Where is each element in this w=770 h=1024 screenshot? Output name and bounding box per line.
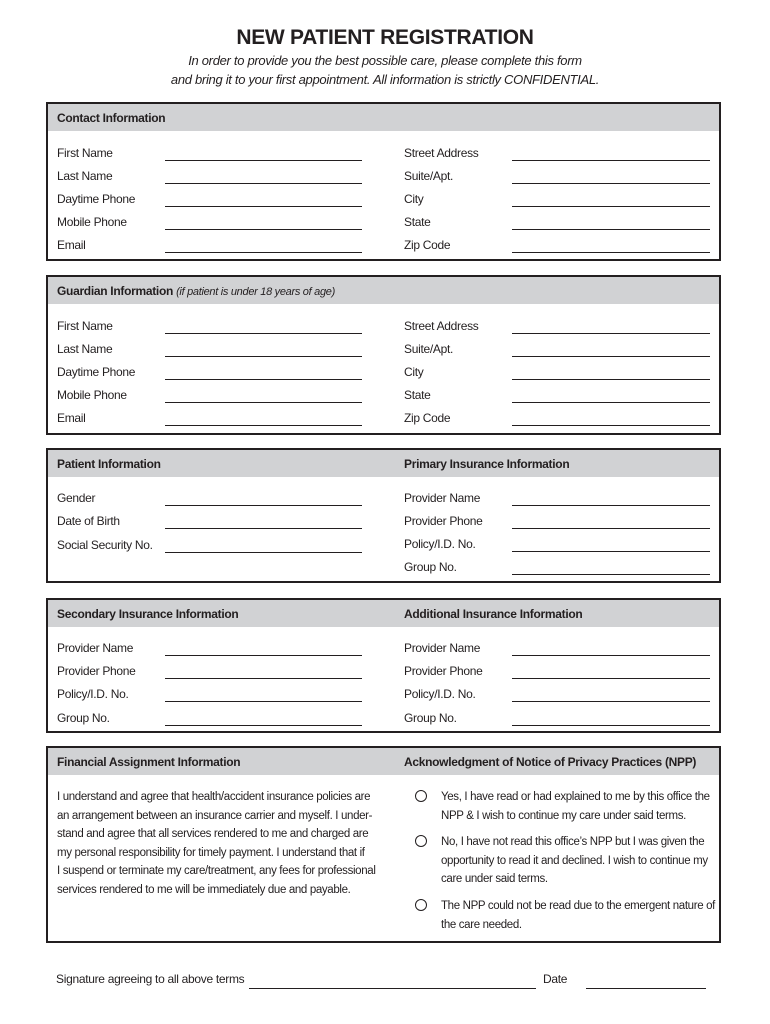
guardian-state-input-line[interactable] <box>512 402 710 403</box>
field-label: State <box>404 388 431 402</box>
page-title: NEW PATIENT REGISTRATION <box>236 26 534 49</box>
npp-no-radio[interactable] <box>415 835 427 847</box>
field-label: Last Name <box>57 342 113 356</box>
primary-group-no-input-line[interactable] <box>512 574 710 575</box>
guardian-heading-wrap <box>57 284 335 298</box>
npp-yes-radio[interactable] <box>415 790 427 802</box>
field-label: Daytime Phone <box>57 365 136 379</box>
field-label: First Name <box>57 319 113 333</box>
gender-input-line[interactable] <box>165 505 362 506</box>
email-input-line[interactable] <box>165 252 362 253</box>
field-label: Group No. <box>404 560 457 574</box>
option-line: care under said terms. <box>441 873 548 886</box>
daytime-phone-input-line[interactable] <box>165 206 362 207</box>
date-label: Date <box>543 972 568 986</box>
field-label: Zip Code <box>404 411 451 425</box>
financial-paragraph <box>57 788 377 900</box>
guardian-email-input-line[interactable] <box>165 425 362 426</box>
date-of-birth-input-line[interactable] <box>165 528 362 529</box>
financial-section <box>46 746 721 943</box>
additional-provider-name-input-line[interactable] <box>512 655 710 656</box>
field-label: City <box>404 365 424 379</box>
field-label: City <box>404 192 424 206</box>
field-label: Date of Birth <box>57 514 120 528</box>
option-line: No, I have not read this office’s NPP but I was given the <box>441 836 705 848</box>
field-label: Email <box>57 411 86 425</box>
field-label: Group No. <box>404 711 457 725</box>
street-address-input-line[interactable] <box>512 160 710 161</box>
ssn-input-line[interactable] <box>165 552 362 553</box>
guardian-header <box>48 277 719 304</box>
secondary-policy-id-input-line[interactable] <box>165 701 362 702</box>
option-line: Yes, I have read or had explained to me by this office the <box>441 791 710 803</box>
guardian-heading: Guardian Information <box>57 284 174 298</box>
field-label: Policy/I.D. No. <box>57 687 129 701</box>
field-label: Policy/I.D. No. <box>404 687 476 701</box>
primary-policy-id-input-line[interactable] <box>512 551 710 552</box>
contact-header <box>48 104 719 131</box>
city-input-line[interactable] <box>512 206 710 207</box>
npp-option-text <box>441 788 716 825</box>
npp-heading: Acknowledgment of Notice of Privacy Practices (NPP) <box>404 755 697 769</box>
field-label: Policy/I.D. No. <box>404 537 476 551</box>
guardian-daytime-phone-input-line[interactable] <box>165 379 362 380</box>
zip-code-input-line[interactable] <box>512 252 710 253</box>
financial-heading: Financial Assignment Information <box>57 755 241 769</box>
field-label: Provider Name <box>404 491 481 505</box>
field-label: Mobile Phone <box>57 388 127 402</box>
guardian-mobile-phone-input-line[interactable] <box>165 402 362 403</box>
field-label: Zip Code <box>404 238 451 252</box>
field-label: Street Address <box>404 146 479 160</box>
first-name-input-line[interactable] <box>165 160 362 161</box>
contact-section <box>46 102 721 261</box>
option-line: the care needed. <box>441 918 522 931</box>
financial-header <box>48 748 719 775</box>
field-label: Social Security No. <box>57 538 153 552</box>
option-line: opportunity to read it and declined. I wish to continue my <box>441 854 708 867</box>
patient-section <box>46 448 721 583</box>
guardian-zip-code-input-line[interactable] <box>512 425 710 426</box>
state-input-line[interactable] <box>512 229 710 230</box>
field-label: State <box>404 215 431 229</box>
guardian-section <box>46 275 721 435</box>
additional-policy-id-input-line[interactable] <box>512 701 710 702</box>
date-input-line[interactable] <box>586 988 706 989</box>
patient-heading: Patient Information <box>57 457 161 471</box>
field-label: Provider Phone <box>57 664 136 678</box>
npp-emergent-radio[interactable] <box>415 899 427 911</box>
npp-option-text <box>441 897 716 934</box>
field-label: Provider Phone <box>404 514 483 528</box>
guardian-city-input-line[interactable] <box>512 379 710 380</box>
field-label: Last Name <box>57 169 113 183</box>
guardian-suite-apt-input-line[interactable] <box>512 356 710 357</box>
additional-group-no-input-line[interactable] <box>512 725 710 726</box>
insurance-section <box>46 598 721 733</box>
secondary-group-no-input-line[interactable] <box>165 725 362 726</box>
guardian-last-name-input-line[interactable] <box>165 356 362 357</box>
field-label: Provider Name <box>57 641 134 655</box>
suite-apt-input-line[interactable] <box>512 183 710 184</box>
field-label: Gender <box>57 491 96 505</box>
field-label: Suite/Apt. <box>404 169 454 183</box>
paragraph-line: stand and agree that all services rendered to me and charged are <box>57 828 369 841</box>
paragraph-line: I understand and agree that health/accident insurance policies are <box>57 791 371 803</box>
patient-header <box>48 450 719 477</box>
option-line: The NPP could not be read due to the emergent nature of <box>441 900 715 912</box>
option-line: NPP & I wish to continue my care under said terms. <box>441 809 686 822</box>
additional-insurance-heading: Additional Insurance Information <box>404 607 583 621</box>
guardian-first-name-input-line[interactable] <box>165 333 362 334</box>
secondary-provider-phone-input-line[interactable] <box>165 678 362 679</box>
paragraph-line: I suspend or terminate my care/treatment, any fees for professional <box>57 865 376 878</box>
signature-label: Signature agreeing to all above terms <box>56 972 245 986</box>
paragraph-line: services rendered to me will be immediately due and payable. <box>57 883 351 896</box>
field-label: Street Address <box>404 319 479 333</box>
field-label: First Name <box>57 146 113 160</box>
secondary-provider-name-input-line[interactable] <box>165 655 362 656</box>
primary-insurance-heading: Primary Insurance Information <box>404 457 570 471</box>
npp-option-text <box>441 833 716 889</box>
mobile-phone-input-line[interactable] <box>165 229 362 230</box>
field-label: Suite/Apt. <box>404 342 454 356</box>
field-label: Mobile Phone <box>57 215 127 229</box>
contact-heading: Contact Information <box>57 111 166 125</box>
guardian-street-address-input-line[interactable] <box>512 333 710 334</box>
guardian-note: (if patient is under 18 years of age) <box>176 286 335 298</box>
field-label: Daytime Phone <box>57 192 136 206</box>
subtitle-line-2: and bring it to your first appointment. All information is strictly CONFIDENTIAL. <box>170 72 600 87</box>
paragraph-line: an arrangement between an insurance carrier and myself. I under- <box>57 809 373 822</box>
primary-provider-name-input-line[interactable] <box>512 505 710 506</box>
insurance-header <box>48 600 719 627</box>
additional-provider-phone-input-line[interactable] <box>512 678 710 679</box>
field-label: Provider Name <box>404 641 481 655</box>
subtitle-line-1: In order to provide you the best possible care, please complete this form <box>188 53 582 68</box>
field-label: Group No. <box>57 711 110 725</box>
field-label: Email <box>57 238 86 252</box>
field-label: Provider Phone <box>404 664 483 678</box>
secondary-insurance-heading: Secondary Insurance Information <box>57 607 239 621</box>
signature-input-line[interactable] <box>249 988 536 989</box>
last-name-input-line[interactable] <box>165 183 362 184</box>
paragraph-line: my personal responsibility for timely payment. I understand that if <box>57 846 365 859</box>
primary-provider-phone-input-line[interactable] <box>512 528 710 529</box>
